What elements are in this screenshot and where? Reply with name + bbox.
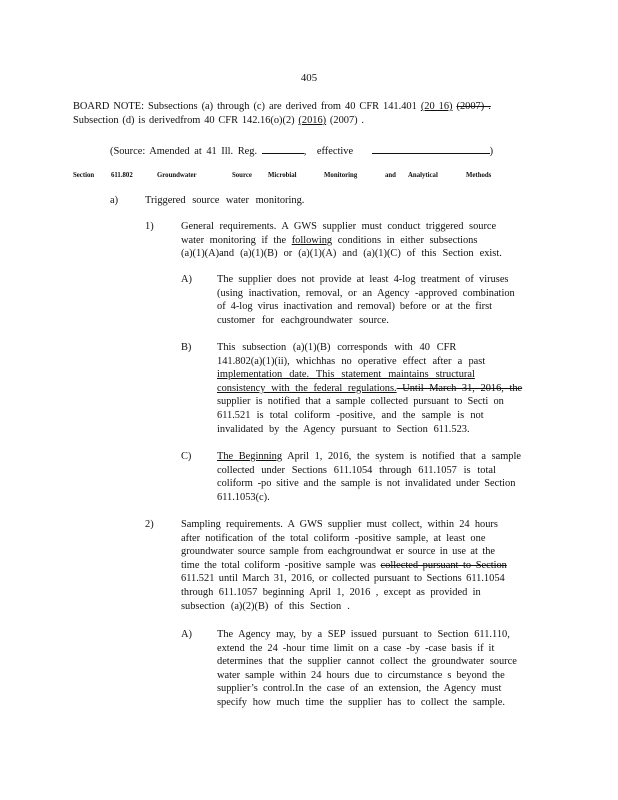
- board-note-text: BOARD NOTE: Subsections (a) through (c) are derived from 40 CFR 141.401: [73, 101, 421, 112]
- text-line: [217, 382, 522, 396]
- text-line: The supplier does not provide at least 4-log treatment of viruses: [217, 274, 509, 285]
- text-line: water monitoring if the following conditions in either subsections: [181, 234, 478, 246]
- item-C-text: [217, 450, 521, 504]
- text-line: subsection (a)(2)(B) of this Section .: [181, 600, 350, 612]
- text-line: collected under Sections 611.1054 through 611.1057 is total: [217, 464, 496, 476]
- item-A-text: [217, 273, 515, 327]
- board-note-text-2: Subsection (d) is derivedfrom 40 CFR 142.16(o)(2): [73, 115, 299, 126]
- text-line: This subsection (a)(1)(B) corresponds with 40 CFR: [217, 342, 457, 353]
- text-line: 611.521 until March 31, 2016, or collected pursuant to Sections 611.1054: [181, 573, 505, 585]
- text-line: specify how much time the supplier has to collect the sample.: [217, 696, 505, 708]
- text-line: water sample within 24 hours due to circumstance s beyond the: [217, 669, 505, 681]
- board-note-line-1: [73, 100, 491, 114]
- source-prefix: (Source: Amended at 41 Ill. Reg.: [110, 146, 258, 157]
- deleted-text: collected pursuant to Section: [380, 559, 507, 571]
- text-line: 611.521 is total coliform -positive, and the sample is not: [217, 409, 484, 421]
- text-line: 141.802(a)(1)(ii), whichhas no operative effect after a past: [217, 355, 486, 367]
- section-title-word: and: [385, 172, 396, 179]
- text-line: invalidated by the Agency pursuant to Section 611.523.: [217, 423, 470, 435]
- section-title-word: Analytical: [408, 172, 438, 179]
- text-line: of 4-log virus inactivation and removal) before or at the first: [217, 301, 493, 313]
- source-line: (Source: Amended at 41 Ill. Reg. , effective ): [110, 143, 493, 159]
- text-line: (using inactivation, removal, or an Agency -approved combination: [217, 287, 515, 299]
- text-line: 611.1053(c).: [217, 491, 270, 503]
- text-line: groundwater source sample from eachgroundwat er source in use at the: [181, 546, 496, 558]
- paragraph-2-text: [181, 518, 507, 613]
- text-line: supplier is notified that a sample collected pursuant to Secti on: [217, 396, 504, 408]
- text-line: time the total coliform -positive sample was collected pursuant to Section: [181, 559, 507, 571]
- board-note-line-2: [73, 114, 364, 128]
- section-title-word: Methods: [466, 172, 492, 179]
- item-B-label: B): [181, 342, 192, 353]
- board-note-old-year: (2007) .: [456, 101, 491, 112]
- text-line: customer for eachgroundwater source.: [217, 314, 389, 326]
- paragraph-1-label: 1): [145, 221, 154, 232]
- deleted-text: Until March 31, 2016, the: [396, 382, 523, 394]
- text-line: extend the 24 -hour time limit on a case -by -case basis if it: [217, 642, 495, 654]
- board-note-new-year: (20 16): [420, 101, 453, 112]
- text-line: coliform -po sitive and the sample is not invalidated under Section: [217, 478, 516, 490]
- text-line: after notification of the total coliform -positive sample, at least one: [181, 532, 486, 544]
- source-close: ): [489, 146, 494, 157]
- new-text: consistency with the federal regulations.: [217, 382, 397, 394]
- board-note-new-year-2: (2016): [298, 115, 327, 126]
- section-title-word: Groundwater: [157, 172, 197, 179]
- reg-blank: [262, 143, 304, 154]
- section-title-word: Microbial: [268, 172, 297, 179]
- paragraph-2-label: 2): [145, 519, 154, 530]
- text-line: The Beginning April 1, 2016, the system is notified that a sample: [217, 451, 521, 462]
- section-label: Section: [73, 172, 95, 179]
- subsection-a-label: a): [110, 195, 119, 206]
- item-B-text: [217, 341, 522, 436]
- text-line: Sampling requirements. A GWS supplier must collect, within 24 hours: [181, 519, 498, 530]
- text-line: determines that the supplier cannot collect the groundwater source: [217, 656, 517, 668]
- subsection-a-text: Triggered source water monitoring.: [145, 195, 305, 206]
- text-line: (a)(1)(A)and (a)(1)(B) or (a)(1)(A) and (a)(1)(C) of this Section exist.: [181, 248, 502, 260]
- section-title-word: Source: [232, 172, 252, 179]
- page-number: 405: [300, 72, 318, 84]
- item-A2-label: A): [181, 629, 192, 640]
- new-text: implementation date. This statement maintains structural: [217, 369, 475, 381]
- text-line: General requirements. A GWS supplier must conduct triggered source: [181, 221, 497, 232]
- board-note-suffix: (2007) .: [326, 115, 365, 126]
- item-A-label: A): [181, 274, 192, 285]
- text-line: The Agency may, by a SEP issued pursuant to Section 611.110,: [217, 629, 510, 640]
- paragraph-1-text: [181, 220, 502, 261]
- text-line: supplier’s control.In the case of an extension, the Agency must: [217, 683, 502, 695]
- effective-blank: [372, 143, 490, 154]
- source-effective: effective: [316, 146, 354, 157]
- section-number: 611.802: [111, 172, 133, 179]
- new-text: The Beginning: [217, 451, 283, 462]
- section-title-word: Monitoring: [324, 172, 358, 179]
- new-text: following: [291, 234, 333, 246]
- item-C-label: C): [181, 451, 192, 462]
- item-A2-text: [217, 628, 517, 710]
- text-line: through 611.1057 beginning April 1, 2016 , except as provided in: [181, 586, 481, 598]
